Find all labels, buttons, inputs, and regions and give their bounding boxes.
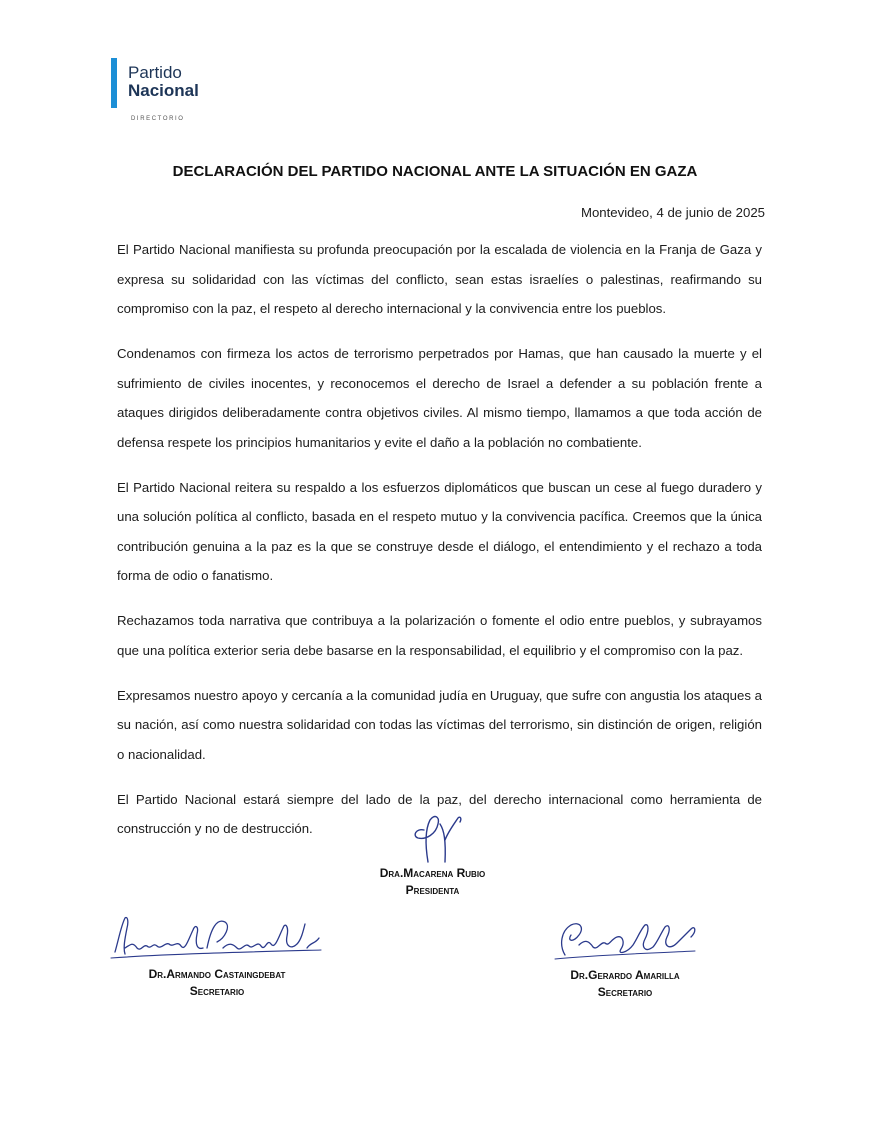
signature-block-secretary-right [535,915,715,1001]
paragraph-2: Condenamos con firmeza los actos de terrorismo perpetrados por Hamas, que han causado la muerte y el sufrimiento de civiles inocentes, y reconocemos el derecho de Israel a defender a su población frente a ataques dirigidos deliberadamente contra objetivos civiles. Al mismo tiempo, llamamos a que toda acción de defensa respete los principios humanitarios y evite el daño a la población no combatiente. [117,346,762,450]
paragraph-5: Expresamos nuestro apoyo y cercanía a la comunidad judía en Uruguay, que sufre con angustia los ataques a su nación, así como nuestra solidaridad con todas las víctimas del terrorismo, sin distinción de origen, religión o nacionalidad. [117,687,762,762]
secretary-right-name: Dr.Gerardo Amarilla [570,968,680,982]
document-body [117,235,762,859]
handwritten-signature-amarilla [545,915,705,967]
handwritten-signature-castaingdebat [107,908,327,966]
logo-text-partido: Partido [128,63,182,82]
paragraph-4: Rechazamos toda narrativa que contribuya a la polarización o fomente el odio entre pueblos, y subrayamos que una política exterior seria debe basarse en la responsabilidad, el equilibrio y el compromiso con la paz. [117,613,762,658]
secretary-right-role: Secretario [597,985,653,999]
handwritten-signature-president [388,810,478,865]
paragraph-1: El Partido Nacional manifiesta su profunda preocupación por la escalada de violencia en la Franja de Gaza y expresa su solidaridad con las víctimas del conflicto, sean estas israelíes o palestinas, reafirmando su compromiso con la paz, el respeto al derecho internacional y la convivencia entre los pueblos. [117,242,762,316]
secretary-left-name: Dr.Armando Castaingdebat [148,967,286,981]
document-title: DECLARACIÓN DEL PARTIDO NACIONAL ANTE LA SITUACIÓN EN GAZA [172,163,698,180]
logo-accent-bar [111,58,117,108]
paragraph-6: El Partido Nacional estará siempre del lado de la paz, del derecho internacional como herramienta de construcción y no de destrucción. [117,791,762,836]
document-date: Montevideo, 4 de junio de 2025 [580,205,765,220]
paragraph-3: El Partido Nacional reitera su respaldo a los esfuerzos diplomáticos que buscan un cese al fuego duradero y una solución política al conflicto, basada en el respeto mutuo y la convivencia pacífica. Creemos que la única contribución genuina a la paz es la que se construye desde el diálogo, el entendimiento y el rechazo a toda forma de odio o fanatismo. [117,479,762,583]
president-name: Dra.Macarena Rubio [379,866,486,880]
party-logo [111,58,231,128]
logo-text-nacional: Nacional [128,81,199,100]
secretary-left-role: Secretario [189,984,245,998]
logo-subtitle: DIRECTORIO [131,116,185,122]
signature-block-secretary-left [102,908,332,1000]
signature-block-president [345,810,520,899]
president-role: Presidenta [405,883,460,897]
